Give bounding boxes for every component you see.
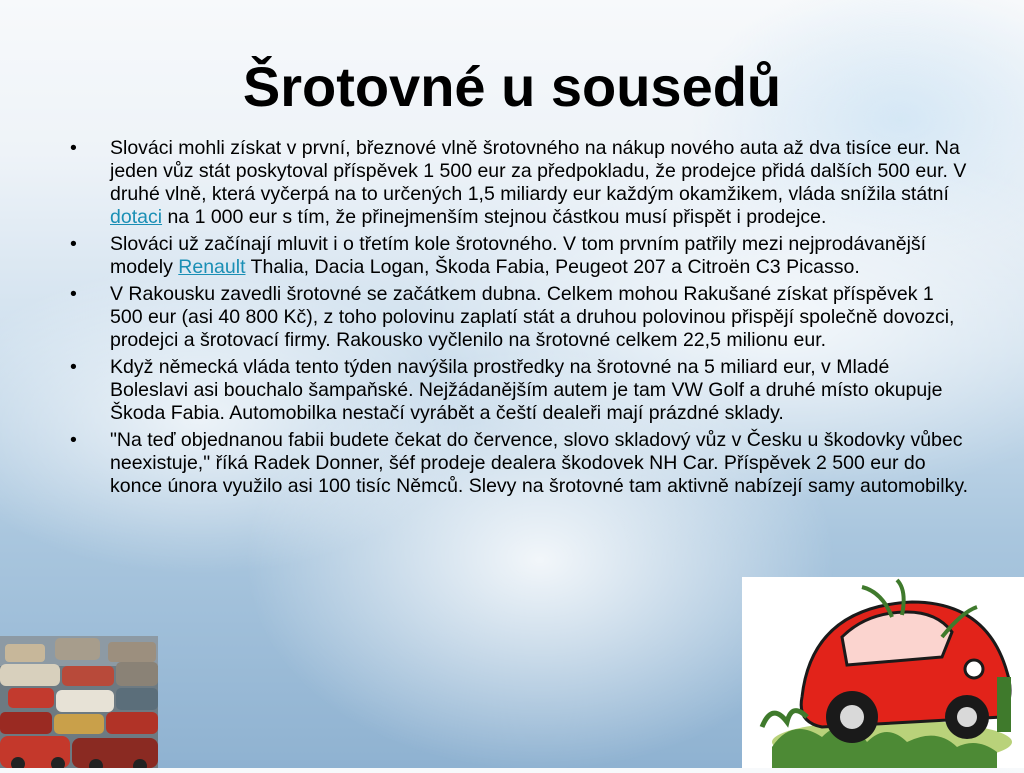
bullet-list: [70, 137, 970, 502]
bullet-text: V Rakousku zavedli šrotovné se začátkem dubna. Celkem mohou Rakušané získat příspěvek 1 500 eur (asi 40 800 Kč), z toho polovinu zaplatí stát a druhou polovinou přispějí společně dovozci, prodejci a šrotovací firmy. Rakousko vyčlenilo na šrotovné celkem 22,5 milionu eur.: [110, 283, 955, 351]
bullet-text: "Na teď objednanou fabii budete čekat do července, slovo skladový vůz v Česku u škodovky vůbec neexistuje," říká Radek Donner, šéf prodeje dealera škodovek NH Car. Příspěvek 2 500 eur do konce února využilo asi 100 tisíc Němců. Slevy na šrotovné tam aktivně nabízejí samy automobilky.: [110, 429, 969, 497]
red-car-clipart: [742, 577, 1024, 768]
bullet-item: [70, 283, 970, 352]
bullet-text: Thalia, Dacia Logan, Škoda Fabia, Peugeot 207 a Citroën C3 Picasso.: [245, 256, 860, 278]
dotaci-link[interactable]: dotaci: [110, 206, 163, 228]
bullet-item: [70, 429, 970, 498]
renault-link[interactable]: Renault: [178, 256, 246, 278]
bullet-item: [70, 137, 970, 229]
bullet-marker: •: [70, 429, 77, 451]
bullet-item: [70, 233, 970, 279]
beetle-illustration: [742, 577, 1024, 768]
bullet-text: Když německá vláda tento týden navýšila prostředky na šrotovné na 5 miliard eur, v Mladé Boleslavi asi bouchalo šampaňské. Nejžádanějším autem je tam VW Golf a druhé místo okupuje Škoda Fabia. Automobilka nestačí vyrábět a čeští dealeři mají prázdné sklady.: [110, 356, 943, 424]
slide-title: Šrotovné u sousedů: [242, 55, 782, 118]
bullet-text: na 1 000 eur s tím, že přinejmenším stejnou částkou musí přispět i prodejce.: [162, 206, 827, 228]
bullet-marker: •: [70, 233, 77, 255]
bullet-marker: •: [70, 283, 77, 305]
bullet-text: Slováci mohli získat v první, březnové vlně šrotovného na nákup nového auta až dva tisíce eur. Na jeden vůz stát poskytoval příspěvek 1 500 eur za předpokladu, že prodejce přidá dalších 500 eur. V druhé vlně, která vyčerpá na to určených 1,5 miliardy eur každým okamžikem, vláda snížila státní: [110, 137, 967, 205]
bullet-marker: •: [70, 356, 77, 378]
scrapyard-illustration: [0, 636, 158, 768]
bullet-item: [70, 356, 970, 425]
bullet-marker: •: [70, 137, 77, 159]
bullet-text: Slováci už začínají mluvit i o třetím kole šrotovného. V tom prvním patřily mezi nejprodávanější modely: [110, 233, 927, 278]
scrapyard-photo: [0, 636, 158, 768]
